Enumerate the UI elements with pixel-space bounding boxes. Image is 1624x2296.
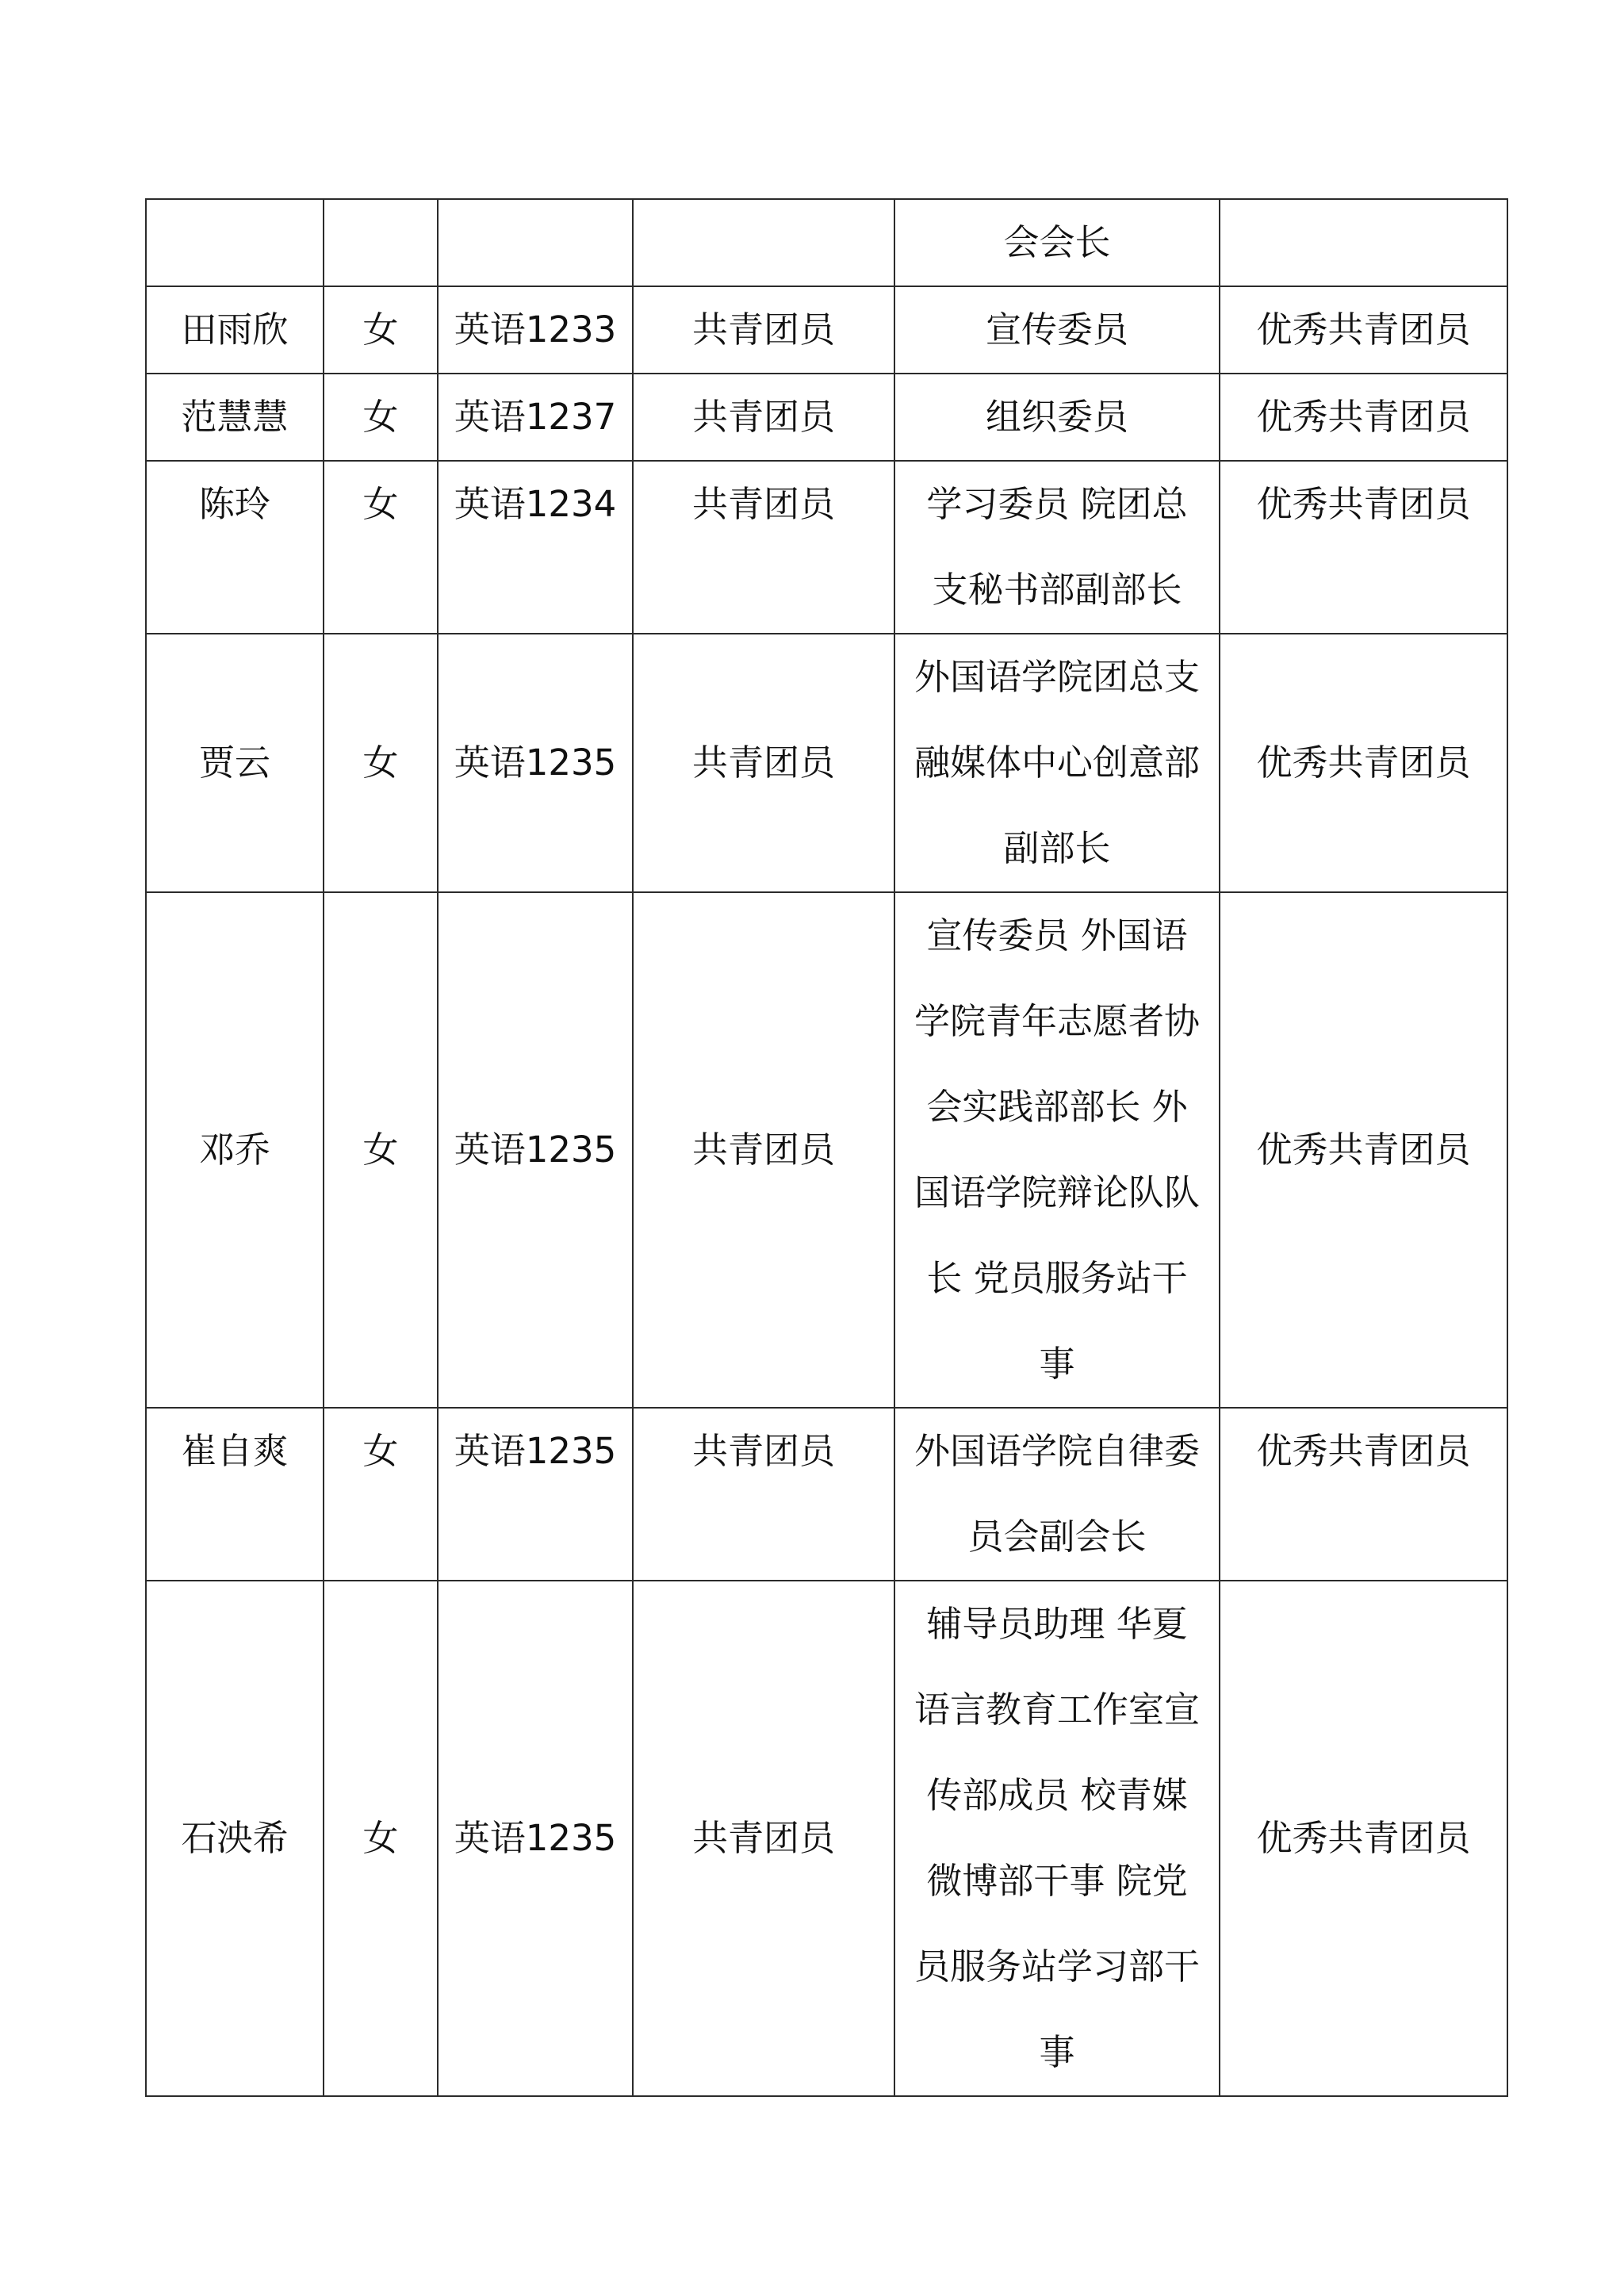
political-status-cell [633,199,894,286]
position-text: 外国语学院自律委 员会副会长 [914,1430,1200,1558]
class-cell [438,199,633,286]
political-status-cell: 共青团员 [633,461,894,634]
position-cell [894,1408,1220,1581]
political-status-cell: 共青团员 [633,892,894,1408]
position-cell [894,1581,1220,2096]
award-cell: 优秀共青团员 [1220,1408,1507,1581]
gender-cell: 女 [324,892,438,1408]
political-status-cell: 共青团员 [633,1581,894,2096]
political-status-cell: 共青团员 [633,286,894,374]
gender-cell: 女 [324,286,438,374]
position-cell [894,286,1220,374]
political-status-cell: 共青团员 [633,1408,894,1581]
class-cell: 英语1235 [438,634,633,892]
name-cell: 贾云 [146,634,324,892]
name-cell [146,199,324,286]
position-cell [894,374,1220,461]
name-cell: 邓乔 [146,892,324,1408]
class-cell: 英语1237 [438,374,633,461]
table-row [146,374,1507,461]
name-cell: 田雨欣 [146,286,324,374]
position-text: 组织委员 [985,396,1128,438]
award-cell: 优秀共青团员 [1220,1581,1507,2096]
award-cell [1220,199,1507,286]
award-cell: 优秀共青团员 [1220,286,1507,374]
gender-cell: 女 [324,1408,438,1581]
political-status-cell: 共青团员 [633,374,894,461]
class-cell: 英语1235 [438,892,633,1408]
position-text: 会会长 [1003,221,1111,263]
name-cell: 范慧慧 [146,374,324,461]
award-cell: 优秀共青团员 [1220,634,1507,892]
gender-cell: 女 [324,1581,438,2096]
political-status-cell: 共青团员 [633,634,894,892]
position-cell [894,892,1220,1408]
position-text: 宣传委员 外国语 学院青年志愿者协 会实践部部长 外 国语学院辩论队队 长 党员服务站干 事 [914,914,1200,1385]
name-cell: 石泱希 [146,1581,324,2096]
table-row [146,1408,1507,1581]
position-cell [894,461,1220,634]
position-text: 学习委员 院团总 支秘书部副部长 [926,483,1188,611]
name-cell: 陈玲 [146,461,324,634]
table-row [146,461,1507,634]
gender-cell [324,199,438,286]
table-row [146,199,1507,286]
class-cell: 英语1233 [438,286,633,374]
name-cell: 崔自爽 [146,1408,324,1581]
gender-cell: 女 [324,461,438,634]
position-text: 外国语学院团总支 融媒体中心创意部 副部长 [914,656,1200,869]
gender-cell: 女 [324,634,438,892]
table-row [146,634,1507,892]
award-cell: 优秀共青团员 [1220,461,1507,634]
award-cell: 优秀共青团员 [1220,892,1507,1408]
table-row [146,892,1507,1408]
table-row [146,286,1507,374]
position-text: 辅导员助理 华夏 语言教育工作室宣 传部成员 校青媒 微博部干事 院党 员服务站学习部干 事 [914,1603,1200,2073]
position-text: 宣传委员 [985,309,1128,351]
position-cell [894,634,1220,892]
award-cell: 优秀共青团员 [1220,374,1507,461]
class-cell: 英语1235 [438,1408,633,1581]
position-cell [894,199,1220,286]
table-row [146,1581,1507,2096]
class-cell: 英语1234 [438,461,633,634]
honor-roster-table [145,198,1508,2097]
class-cell: 英语1235 [438,1581,633,2096]
gender-cell: 女 [324,374,438,461]
